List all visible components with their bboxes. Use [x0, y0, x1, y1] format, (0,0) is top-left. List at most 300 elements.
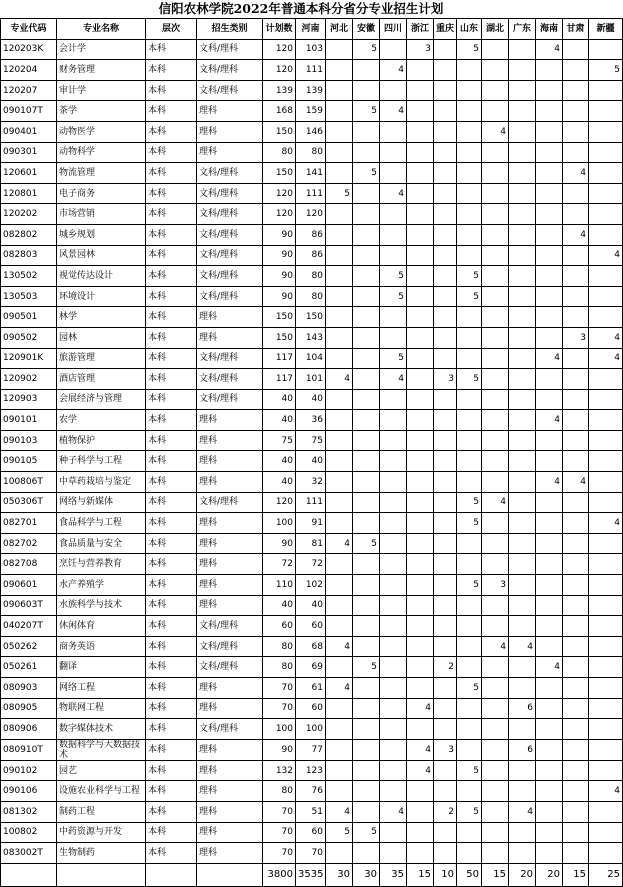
table-cell — [353, 698, 380, 719]
table-cell — [536, 224, 563, 245]
total-cell: 15 — [563, 863, 589, 886]
table-row — [1, 739, 623, 760]
table-cell — [457, 595, 482, 616]
table-cell: 139 — [263, 80, 296, 101]
table-cell: 117 — [263, 369, 296, 390]
table-cell: 3 — [434, 739, 457, 760]
table-cell: 36 — [296, 410, 326, 431]
table-row — [1, 266, 623, 287]
table-cell: 本科 — [146, 389, 197, 410]
table-cell — [457, 327, 482, 348]
table-cell: 68 — [296, 636, 326, 657]
table-cell — [407, 163, 434, 184]
table-cell — [509, 472, 536, 493]
table-cell: 本科 — [146, 369, 197, 390]
table-cell: 4 — [563, 472, 589, 493]
table-cell — [434, 348, 457, 369]
table-cell — [434, 451, 457, 472]
table-cell — [589, 307, 623, 328]
table-cell: 理科 — [197, 554, 263, 575]
table-cell: 本科 — [146, 698, 197, 719]
table-cell — [589, 822, 623, 843]
table-cell — [326, 698, 353, 719]
table-cell: 本科 — [146, 60, 197, 81]
table-cell — [457, 719, 482, 740]
table-cell — [563, 266, 589, 287]
table-cell — [482, 616, 509, 637]
table-cell — [589, 616, 623, 637]
table-cell: 4 — [536, 348, 563, 369]
table-cell: 5 — [457, 369, 482, 390]
table-row — [1, 224, 623, 245]
table-cell — [509, 245, 536, 266]
table-cell: 文科/理科 — [197, 163, 263, 184]
table-cell: 5 — [353, 657, 380, 678]
table-row — [1, 327, 623, 348]
table-cell — [482, 678, 509, 699]
table-cell — [407, 245, 434, 266]
table-cell — [536, 739, 563, 760]
table-cell: 72 — [263, 554, 296, 575]
table-cell — [380, 142, 407, 163]
table-cell — [536, 327, 563, 348]
table-cell — [589, 492, 623, 513]
table-cell: 动物科学 — [57, 142, 146, 163]
table-cell: 文科/理科 — [197, 657, 263, 678]
table-cell — [353, 492, 380, 513]
table-cell — [563, 822, 589, 843]
table-cell: 休闲体育 — [57, 616, 146, 637]
table-row — [1, 163, 623, 184]
table-cell: 风景园林 — [57, 245, 146, 266]
table-cell — [589, 678, 623, 699]
table-cell — [589, 163, 623, 184]
table-cell: 生物制药 — [57, 843, 146, 864]
table-cell: 110 — [263, 575, 296, 596]
table-cell — [509, 142, 536, 163]
table-cell — [407, 142, 434, 163]
table-cell: 园艺 — [57, 760, 146, 781]
table-cell: 4 — [326, 801, 353, 822]
table-cell — [407, 822, 434, 843]
table-cell: 本科 — [146, 80, 197, 101]
table-cell — [407, 801, 434, 822]
table-cell — [536, 163, 563, 184]
table-cell — [563, 678, 589, 699]
table-cell: 文科/理科 — [197, 224, 263, 245]
table-cell — [326, 307, 353, 328]
table-cell: 理科 — [197, 307, 263, 328]
table-cell: 090106 — [1, 781, 57, 802]
table-cell: 100806T — [1, 472, 57, 493]
table-cell — [434, 554, 457, 575]
table-cell: 文科/理科 — [197, 266, 263, 287]
table-cell: 168 — [263, 101, 296, 122]
table-cell: 翻译 — [57, 657, 146, 678]
table-cell — [536, 843, 563, 864]
table-cell — [326, 60, 353, 81]
table-cell: 080906 — [1, 719, 57, 740]
table-cell: 050306T — [1, 492, 57, 513]
table-cell: 143 — [296, 327, 326, 348]
table-cell: 文科/理科 — [197, 245, 263, 266]
totals-row — [1, 863, 623, 886]
table-row — [1, 513, 623, 534]
table-cell — [380, 616, 407, 637]
table-cell — [563, 307, 589, 328]
table-cell: 4 — [536, 39, 563, 60]
table-cell: 本科 — [146, 327, 197, 348]
table-cell: 植物保护 — [57, 430, 146, 451]
table-cell — [380, 307, 407, 328]
header-row — [1, 19, 623, 40]
table-cell — [482, 595, 509, 616]
table-cell: 5 — [457, 513, 482, 534]
table-cell — [457, 204, 482, 225]
table-cell: 4 — [380, 369, 407, 390]
total-cell: 50 — [457, 863, 482, 886]
table-cell: 40 — [263, 595, 296, 616]
table-cell: 本科 — [146, 554, 197, 575]
table-cell — [482, 286, 509, 307]
table-cell — [326, 513, 353, 534]
table-cell — [457, 348, 482, 369]
table-cell — [536, 616, 563, 637]
table-cell: 120901K — [1, 348, 57, 369]
table-cell: 本科 — [146, 451, 197, 472]
table-cell — [536, 678, 563, 699]
table-cell — [509, 266, 536, 287]
table-row — [1, 492, 623, 513]
table-cell — [353, 451, 380, 472]
table-cell: 本科 — [146, 163, 197, 184]
table-cell — [563, 121, 589, 142]
table-cell — [563, 410, 589, 431]
table-cell — [563, 348, 589, 369]
column-header: 四川 — [380, 19, 407, 40]
table-row — [1, 369, 623, 390]
table-cell — [407, 204, 434, 225]
table-cell — [509, 843, 536, 864]
table-cell — [457, 554, 482, 575]
table-cell — [353, 348, 380, 369]
table-cell — [457, 60, 482, 81]
table-cell — [563, 657, 589, 678]
table-cell: 150 — [263, 163, 296, 184]
table-cell: 本科 — [146, 121, 197, 142]
table-cell — [353, 595, 380, 616]
table-cell: 5 — [326, 183, 353, 204]
table-cell — [407, 183, 434, 204]
table-cell — [482, 472, 509, 493]
table-cell — [482, 163, 509, 184]
table-cell — [457, 472, 482, 493]
table-cell — [434, 389, 457, 410]
table-cell — [457, 781, 482, 802]
column-header: 层次 — [146, 19, 197, 40]
table-cell — [380, 698, 407, 719]
table-cell — [482, 739, 509, 760]
table-cell — [326, 781, 353, 802]
table-cell: 111 — [296, 492, 326, 513]
table-cell: 理科 — [197, 781, 263, 802]
table-cell: 104 — [296, 348, 326, 369]
table-cell — [353, 678, 380, 699]
table-cell — [482, 657, 509, 678]
table-cell — [434, 430, 457, 451]
table-cell — [457, 616, 482, 637]
table-cell: 3 — [563, 327, 589, 348]
table-cell — [434, 327, 457, 348]
table-cell: 理科 — [197, 698, 263, 719]
table-cell: 082802 — [1, 224, 57, 245]
table-cell — [509, 204, 536, 225]
table-cell: 本科 — [146, 245, 197, 266]
table-cell: 86 — [296, 245, 326, 266]
table-cell: 理科 — [197, 595, 263, 616]
table-cell: 4 — [563, 163, 589, 184]
table-cell: 本科 — [146, 822, 197, 843]
table-cell — [482, 698, 509, 719]
table-cell: 141 — [296, 163, 326, 184]
table-cell: 3 — [482, 575, 509, 596]
table-cell: 4 — [380, 183, 407, 204]
table-cell — [482, 60, 509, 81]
table-cell — [457, 843, 482, 864]
table-cell — [326, 719, 353, 740]
table-cell — [509, 163, 536, 184]
table-cell: 5 — [457, 266, 482, 287]
table-cell: 90 — [263, 266, 296, 287]
table-cell: 本科 — [146, 472, 197, 493]
table-cell — [536, 575, 563, 596]
table-cell — [589, 698, 623, 719]
table-cell — [589, 472, 623, 493]
table-cell — [380, 451, 407, 472]
table-cell: 090603T — [1, 595, 57, 616]
table-cell: 环境设计 — [57, 286, 146, 307]
table-cell — [353, 80, 380, 101]
column-header: 重庆 — [434, 19, 457, 40]
table-cell — [407, 472, 434, 493]
table-row — [1, 843, 623, 864]
column-header: 招生类别 — [197, 19, 263, 40]
table-cell — [536, 369, 563, 390]
table-cell: 本科 — [146, 678, 197, 699]
table-cell: 70 — [263, 698, 296, 719]
table-cell — [407, 554, 434, 575]
table-cell — [589, 657, 623, 678]
total-cell: 20 — [509, 863, 536, 886]
table-cell: 文科/理科 — [197, 636, 263, 657]
table-cell — [353, 760, 380, 781]
table-cell: 4 — [536, 657, 563, 678]
table-cell — [326, 224, 353, 245]
table-cell — [434, 307, 457, 328]
table-cell: 40 — [263, 389, 296, 410]
table-cell — [482, 533, 509, 554]
table-cell: 理科 — [197, 678, 263, 699]
table-cell: 082702 — [1, 533, 57, 554]
table-cell — [509, 183, 536, 204]
table-cell — [536, 80, 563, 101]
table-cell: 理科 — [197, 410, 263, 431]
table-cell: 75 — [296, 430, 326, 451]
table-row — [1, 575, 623, 596]
table-cell: 61 — [296, 678, 326, 699]
table-row — [1, 760, 623, 781]
table-cell — [509, 575, 536, 596]
table-cell — [434, 533, 457, 554]
table-cell — [509, 101, 536, 122]
table-cell — [380, 636, 407, 657]
table-cell: 本科 — [146, 204, 197, 225]
table-cell — [457, 80, 482, 101]
table-cell — [380, 533, 407, 554]
table-cell — [482, 327, 509, 348]
table-cell — [457, 224, 482, 245]
table-row — [1, 60, 623, 81]
table-cell: 食品质量与安全 — [57, 533, 146, 554]
table-cell — [380, 554, 407, 575]
table-cell — [457, 657, 482, 678]
table-cell: 111 — [296, 183, 326, 204]
table-cell — [353, 554, 380, 575]
table-cell — [326, 39, 353, 60]
table-cell — [326, 657, 353, 678]
table-cell — [353, 430, 380, 451]
table-cell: 090501 — [1, 307, 57, 328]
table-cell — [353, 801, 380, 822]
table-cell — [536, 204, 563, 225]
table-cell: 103 — [296, 39, 326, 60]
table-row — [1, 183, 623, 204]
table-cell — [407, 595, 434, 616]
table-row — [1, 101, 623, 122]
table-cell — [457, 163, 482, 184]
table-cell — [457, 142, 482, 163]
table-cell — [563, 183, 589, 204]
table-cell — [380, 430, 407, 451]
table-cell: 理科 — [197, 801, 263, 822]
table-cell — [482, 266, 509, 287]
table-cell — [434, 595, 457, 616]
table-cell: 本科 — [146, 266, 197, 287]
table-cell — [326, 266, 353, 287]
table-cell: 40 — [263, 451, 296, 472]
table-cell: 150 — [263, 121, 296, 142]
column-header: 安徽 — [353, 19, 380, 40]
table-cell: 本科 — [146, 843, 197, 864]
table-cell — [353, 224, 380, 245]
table-cell: 会展经济与管理 — [57, 389, 146, 410]
table-row — [1, 451, 623, 472]
table-cell — [407, 781, 434, 802]
table-cell — [482, 430, 509, 451]
table-cell: 120902 — [1, 369, 57, 390]
table-cell — [509, 369, 536, 390]
table-cell: 150 — [263, 327, 296, 348]
table-cell: 090502 — [1, 327, 57, 348]
table-cell — [589, 410, 623, 431]
table-cell: 本科 — [146, 348, 197, 369]
table-cell: 120801 — [1, 183, 57, 204]
table-cell — [509, 451, 536, 472]
table-cell: 理科 — [197, 121, 263, 142]
table-cell — [589, 389, 623, 410]
table-cell: 76 — [296, 781, 326, 802]
table-cell — [589, 183, 623, 204]
table-row — [1, 121, 623, 142]
table-cell — [353, 472, 380, 493]
table-cell — [380, 513, 407, 534]
table-cell — [326, 554, 353, 575]
table-cell — [353, 781, 380, 802]
table-cell — [407, 101, 434, 122]
table-cell: 6 — [509, 698, 536, 719]
table-cell: 120903 — [1, 389, 57, 410]
table-cell: 080903 — [1, 678, 57, 699]
table-cell — [563, 575, 589, 596]
table-cell — [434, 286, 457, 307]
table-cell: 91 — [296, 513, 326, 534]
table-cell — [434, 80, 457, 101]
table-cell: 090102 — [1, 760, 57, 781]
table-cell: 101 — [296, 369, 326, 390]
table-cell — [353, 142, 380, 163]
table-cell — [380, 327, 407, 348]
table-cell — [407, 307, 434, 328]
table-cell — [536, 389, 563, 410]
table-cell — [482, 451, 509, 472]
table-cell: 5 — [457, 286, 482, 307]
table-cell: 水产养殖学 — [57, 575, 146, 596]
table-row — [1, 678, 623, 699]
table-cell — [326, 760, 353, 781]
table-cell: 4 — [482, 636, 509, 657]
table-cell: 4 — [407, 698, 434, 719]
table-cell — [380, 472, 407, 493]
table-cell: 5 — [589, 60, 623, 81]
table-cell — [407, 224, 434, 245]
table-cell — [434, 513, 457, 534]
table-cell — [563, 492, 589, 513]
table-cell — [434, 142, 457, 163]
table-body — [1, 39, 623, 886]
table-row — [1, 389, 623, 410]
table-cell: 城乡规划 — [57, 224, 146, 245]
table-cell — [563, 430, 589, 451]
table-cell: 4 — [407, 739, 434, 760]
table-row — [1, 245, 623, 266]
table-cell: 本科 — [146, 575, 197, 596]
table-cell: 5 — [353, 163, 380, 184]
table-cell — [536, 636, 563, 657]
table-cell: 物流管理 — [57, 163, 146, 184]
table-cell — [380, 492, 407, 513]
table-cell — [407, 389, 434, 410]
table-cell — [509, 760, 536, 781]
table-cell — [407, 492, 434, 513]
table-cell: 本科 — [146, 101, 197, 122]
column-header: 河北 — [326, 19, 353, 40]
table-cell — [563, 843, 589, 864]
table-cell — [536, 430, 563, 451]
table-cell: 茶学 — [57, 101, 146, 122]
table-cell: 4 — [380, 101, 407, 122]
table-cell — [380, 739, 407, 760]
table-cell — [380, 719, 407, 740]
